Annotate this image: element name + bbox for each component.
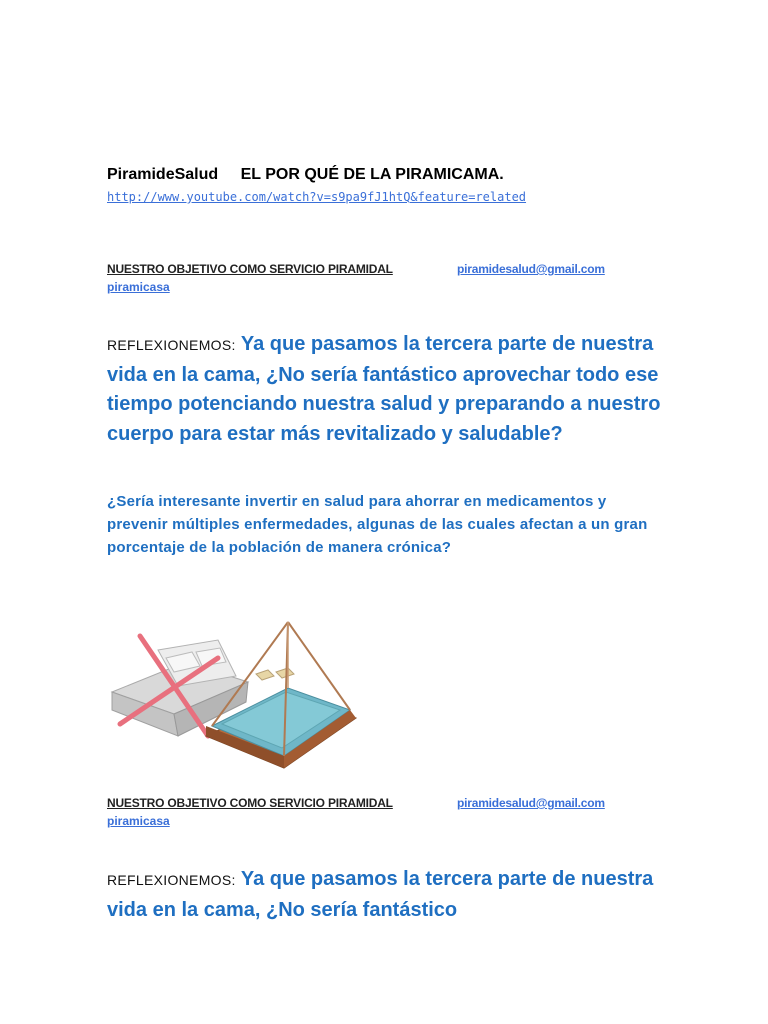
- piramicasa-link[interactable]: piramicasa: [107, 280, 170, 294]
- email-link-2[interactable]: piramidesalud@gmail.com: [457, 796, 605, 810]
- youtube-link[interactable]: http://www.youtube.com/watch?v=s9pa9fJ1htQ&feature=related: [107, 190, 527, 204]
- email-link[interactable]: piramidesalud@gmail.com: [457, 262, 605, 276]
- document-title-line: [107, 166, 504, 184]
- reflexion-label: REFLEXIONEMOS:: [107, 337, 236, 353]
- piramicasa-link-2[interactable]: piramicasa: [107, 814, 170, 828]
- reflexion-text: Ya que pasamos la tercera parte de nuestra vida en la cama, ¿No sería fantástico aprovechar todo ese tiempo potenciando nuestra salud y preparando a nuestro cuerpo para estar más revitalizado y saludable?: [107, 333, 661, 445]
- bed-vs-pyramid-illustration: [106, 618, 366, 770]
- reflexion-paragraph-2: [107, 865, 667, 925]
- reflexion-label-2: REFLEXIONEMOS:: [107, 872, 236, 888]
- objective-heading: NUESTRO OBJETIVO COMO SERVICIO PIRAMIDAL: [107, 262, 393, 276]
- reflexion-text-2: Ya que pasamos la tercera parte de nuestra vida en la cama, ¿No sería fantástico: [107, 868, 654, 921]
- brand-name: PiramideSalud: [107, 166, 219, 183]
- question-paragraph: ¿Sería interesante invertir en salud para ahorrar en medicamentos y prevenir múltiples enfermedades, algunas de las cuales afectan a un gran porcentaje de la población de manera crónica?: [107, 493, 648, 556]
- reflexion-paragraph: [107, 330, 667, 449]
- document-title: EL POR QUÉ DE LA PIRAMICAMA.: [240, 166, 504, 183]
- objective-heading-2: NUESTRO OBJETIVO COMO SERVICIO PIRAMIDAL: [107, 796, 393, 810]
